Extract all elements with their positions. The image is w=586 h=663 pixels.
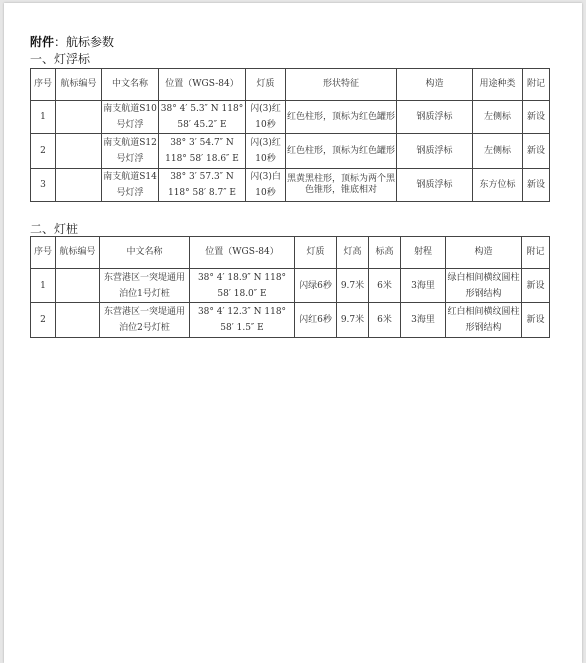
table-row	[31, 169, 550, 202]
col-header: 中文名称	[102, 69, 159, 101]
cell-no: 2	[31, 303, 56, 338]
col-header: 航标编号	[56, 237, 100, 269]
col-header: 用途种类	[473, 69, 523, 101]
cell-code	[56, 134, 102, 169]
col-header: 标高	[369, 237, 401, 269]
col-header: 构造	[397, 69, 473, 101]
cell-structure: 钢质浮标	[397, 169, 473, 202]
cell-no: 3	[31, 169, 56, 202]
cell-shape: 黑黄黑柱形，顶标为两个黑色锥形，锥底相对	[286, 169, 397, 202]
cell-position: 38° 3′ 54.7″ N 118° 58′ 18.6″ E	[159, 134, 246, 169]
cell-shape: 红色柱形，顶标为红色罐形	[286, 134, 397, 169]
cell-light: 闪红6秒	[295, 303, 337, 338]
cell-name: 南支航道S10号灯浮	[102, 101, 159, 134]
col-header: 附记	[523, 69, 550, 101]
cell-note: 新设	[522, 269, 550, 303]
cell-structure: 钢质浮标	[397, 134, 473, 169]
table-row	[31, 303, 550, 338]
col-header: 位置（WGS-84）	[159, 69, 246, 101]
cell-name: 南支航道S14号灯浮	[102, 169, 159, 202]
cell-light-height: 9.7米	[337, 269, 369, 303]
cell-code	[56, 303, 100, 338]
buoy-header-row	[31, 69, 550, 101]
cell-note: 新设	[522, 303, 550, 338]
col-header: 构造	[446, 237, 522, 269]
cell-use: 东方位标	[473, 169, 523, 202]
cell-no: 1	[31, 101, 56, 134]
col-header: 射程	[401, 237, 446, 269]
heading-bold: 附件	[30, 35, 55, 49]
col-header: 序号	[31, 69, 56, 101]
cell-position: 38° 3′ 57.3″ N 118° 58′ 8.7″ E	[159, 169, 246, 202]
col-header: 灯高	[337, 237, 369, 269]
heading-rest: ：航标参数	[54, 35, 115, 49]
beacon-header-row	[31, 237, 550, 269]
col-header: 航标编号	[56, 69, 102, 101]
table-row	[31, 101, 550, 134]
cell-light: 闪(3)红10秒	[246, 134, 286, 169]
cell-light: 闪(3)白10秒	[246, 169, 286, 202]
col-header: 序号	[31, 237, 56, 269]
col-header: 灯质	[295, 237, 337, 269]
cell-shape: 红色柱形，顶标为红色罐形	[286, 101, 397, 134]
cell-code	[56, 169, 102, 202]
col-header: 形状特征	[286, 69, 397, 101]
cell-name: 南支航道S12号灯浮	[102, 134, 159, 169]
cell-position: 38° 4′ 18.9″ N 118° 58′ 18.0″ E	[190, 269, 295, 303]
section1-title: 一、灯浮标	[30, 52, 91, 66]
col-header: 灯质	[246, 69, 286, 101]
cell-name: 东营港区一突堤通用泊位1号灯桩	[100, 269, 190, 303]
cell-structure: 红白相间横纹圆柱形钢结构	[446, 303, 522, 338]
col-header: 附记	[522, 237, 550, 269]
cell-note: 新设	[523, 134, 550, 169]
cell-no: 2	[31, 134, 56, 169]
col-header: 位置（WGS-84）	[190, 237, 295, 269]
section2-title: 二、灯桩	[30, 222, 79, 236]
cell-no: 1	[31, 269, 56, 303]
cell-note: 新设	[523, 101, 550, 134]
page-heading	[30, 33, 114, 50]
cell-structure: 绿白相间横纹圆柱形钢结构	[446, 269, 522, 303]
beacon-table	[30, 236, 550, 338]
cell-use: 左侧标	[473, 134, 523, 169]
cell-light-height: 9.7米	[337, 303, 369, 338]
cell-code	[56, 269, 100, 303]
cell-position: 38° 4′ 12.3″ N 118° 58′ 1.5″ E	[190, 303, 295, 338]
cell-light: 闪绿6秒	[295, 269, 337, 303]
table-row	[31, 134, 550, 169]
cell-range: 3海里	[401, 303, 446, 338]
cell-mark-height: 6米	[369, 303, 401, 338]
cell-use: 左侧标	[473, 101, 523, 134]
col-header: 中文名称	[100, 237, 190, 269]
cell-light: 闪(3)红10秒	[246, 101, 286, 134]
cell-structure: 钢质浮标	[397, 101, 473, 134]
cell-note: 新设	[523, 169, 550, 202]
cell-code	[56, 101, 102, 134]
cell-name: 东营港区一突堤通用泊位2号灯桩	[100, 303, 190, 338]
cell-mark-height: 6米	[369, 269, 401, 303]
cell-range: 3海里	[401, 269, 446, 303]
cell-position: 38° 4′ 5.3″ N 118° 58′ 45.2″ E	[159, 101, 246, 134]
buoy-table	[30, 68, 550, 202]
table-row	[31, 269, 550, 303]
